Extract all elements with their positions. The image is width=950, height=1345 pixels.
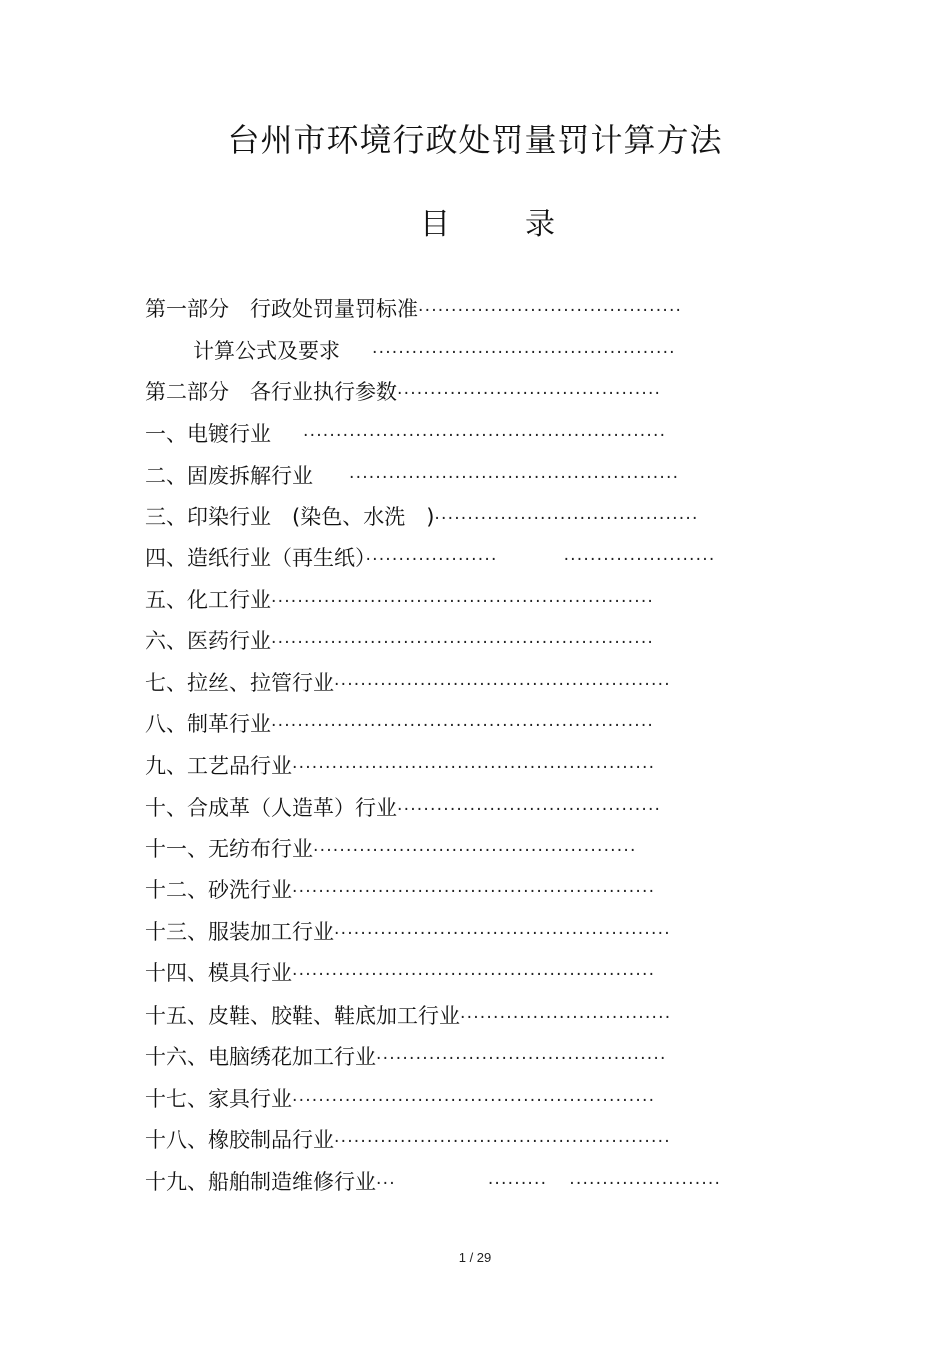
toc-entry-label: 十四、模具行业 — [145, 961, 292, 985]
toc-entry-pharmaceutical[interactable] — [145, 625, 654, 657]
toc-leader-dots: ················································· — [313, 841, 637, 861]
toc-leader-dots: ···················· — [365, 550, 498, 570]
toc-heading — [420, 203, 555, 247]
toc-entry-label: 三、印染行业 (染色、水洗 ) — [145, 505, 435, 529]
toc-entry-synthetic-leather[interactable] — [145, 792, 661, 824]
toc-entry-formula[interactable] — [193, 335, 676, 367]
toc-leader-dots: ·························································· — [271, 716, 655, 736]
toc-leader-dots: ······················································· — [292, 965, 656, 985]
toc-entry-shipbuilding[interactable] — [145, 1166, 721, 1198]
toc-entry-label: 八、制革行业 — [145, 712, 271, 736]
toc-entry-label: 六、医药行业 — [145, 629, 271, 653]
toc-entry-part-1[interactable] — [145, 293, 682, 325]
toc-leader-dots: ·············································· — [372, 343, 676, 363]
toc-entry-label: 四、造纸行业（再生纸） — [145, 546, 366, 570]
toc-entry-tannery[interactable] — [145, 708, 654, 740]
toc-entry-label: 五、化工行业 — [145, 588, 271, 612]
toc-leader-dots: ································ — [460, 1008, 672, 1028]
toc-entry-label: 七、拉丝、拉管行业 — [145, 671, 334, 695]
toc-leader-dots: ············································ — [376, 1049, 667, 1069]
toc-leader-dots: ······················································· — [292, 1091, 656, 1111]
toc-entry-sandwashing[interactable] — [145, 874, 655, 906]
toc-entry-label: 十二、砂洗行业 — [145, 878, 292, 902]
toc-entry-papermaking[interactable] — [145, 542, 715, 574]
toc-entry-dyeing[interactable] — [145, 501, 699, 533]
toc-leader-dots: ········· — [487, 1174, 548, 1194]
toc-leader-dots: ········································ — [434, 509, 699, 529]
toc-leader-dots: ······················································· — [303, 426, 667, 446]
toc-entry-chemical[interactable] — [145, 584, 654, 616]
toc-entry-mold[interactable] — [145, 957, 655, 989]
toc-entry-label: 十八、橡胶制品行业 — [145, 1128, 334, 1152]
toc-leader-dots: ·················································· — [349, 468, 680, 488]
toc-entry-part-2[interactable] — [145, 376, 661, 408]
toc-entry-rubber[interactable] — [145, 1124, 671, 1156]
toc-entry-crafts[interactable] — [145, 750, 655, 782]
toc-leader-dots: ········································ — [397, 800, 662, 820]
toc-entry-label: 十一、无纺布行业 — [145, 837, 313, 861]
toc-entry-label: 第一部分 行政处罚量罚标准 — [145, 297, 418, 321]
toc-entry-label: 第二部分 各行业执行参数 — [145, 380, 397, 404]
toc-leader-dots: ·························································· — [271, 592, 655, 612]
toc-heading-char-2: 录 — [525, 207, 555, 242]
toc-entry-label: 计算公式及要求 — [193, 339, 340, 363]
toc-entry-label: 十三、服装加工行业 — [145, 920, 334, 944]
toc-entry-label: 一、电镀行业 — [145, 422, 271, 446]
toc-entry-label: 十、合成革（人造革）行业 — [145, 796, 397, 820]
toc-entry-label: 九、工艺品行业 — [145, 754, 292, 778]
toc-entry-electroplating[interactable] — [145, 418, 666, 450]
toc-leader-dots: ······················································· — [292, 882, 656, 902]
toc-leader-dots: ········································ — [418, 301, 683, 321]
toc-entry-label: 十九、船舶制造维修行业 — [145, 1170, 376, 1194]
toc-entry-label: 十七、家具行业 — [145, 1087, 292, 1111]
toc-entry-footwear[interactable] — [145, 1000, 671, 1032]
document-title: 台州市环境行政处罚量罚计算方法 — [227, 121, 723, 159]
toc-leader-dots: ······················································· — [292, 758, 656, 778]
toc-entry-label: 十五、皮鞋、胶鞋、鞋底加工行业 — [145, 1004, 460, 1028]
toc-entry-garment[interactable] — [145, 916, 671, 948]
toc-leader-dots: ·························································· — [271, 633, 655, 653]
toc-entry-label: 十六、电脑绣花加工行业 — [145, 1045, 376, 1069]
toc-entry-embroidery[interactable] — [145, 1041, 667, 1073]
toc-entry-label: 二、固废拆解行业 — [145, 464, 313, 488]
toc-leader-dots: ··· — [376, 1174, 396, 1194]
toc-entry-furniture[interactable] — [145, 1083, 655, 1115]
toc-heading-char-1: 目 — [420, 207, 450, 242]
toc-leader-dots: ······················· — [569, 1174, 722, 1194]
toc-leader-dots: ··················································· — [334, 675, 671, 695]
toc-leader-dots: ········································ — [397, 384, 662, 404]
page-number: 1 / 29 — [458, 1250, 492, 1265]
toc-leader-dots: ··················································· — [334, 1132, 671, 1152]
toc-entry-wire-drawing[interactable] — [145, 667, 671, 699]
toc-entry-nonwoven[interactable] — [145, 833, 637, 865]
toc-entry-solid-waste[interactable] — [145, 460, 679, 492]
toc-leader-dots: ······················· — [563, 550, 716, 570]
toc-leader-dots: ··················································· — [334, 924, 671, 944]
